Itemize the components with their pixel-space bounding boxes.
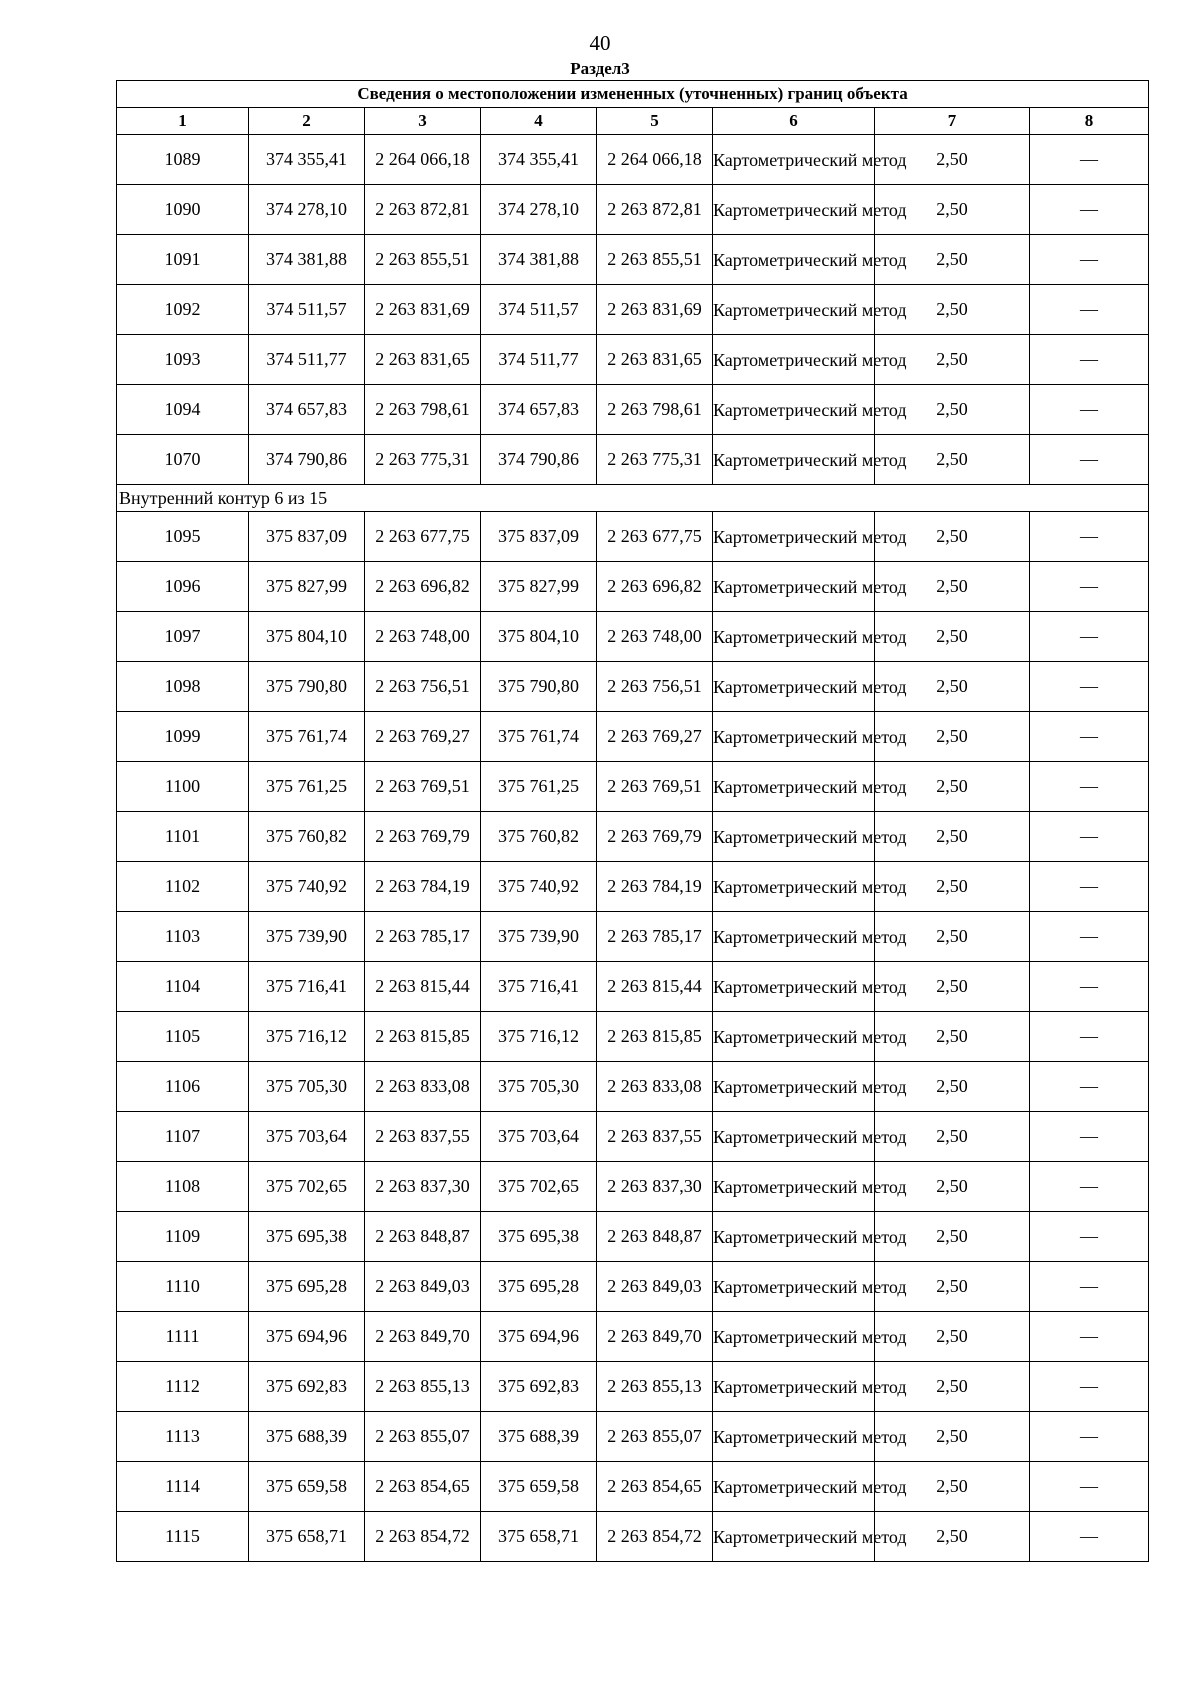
cell-x-new: 375 804,10 (481, 612, 597, 662)
cell-method: Картометрический метод (713, 285, 875, 335)
cell-point-number: 1113 (117, 1412, 249, 1462)
table-caption-row (117, 81, 1149, 108)
cell-accuracy: 2,50 (875, 612, 1030, 662)
cell-y-new: 2 263 677,75 (597, 512, 713, 562)
column-numbers-row (117, 108, 1149, 135)
table-row (117, 762, 1149, 812)
cell-x-existing: 374 381,88 (249, 235, 365, 285)
cell-point-number: 1108 (117, 1162, 249, 1212)
cell-description: — (1030, 762, 1149, 812)
cell-x-existing: 375 740,92 (249, 862, 365, 912)
cell-description: — (1030, 1212, 1149, 1262)
cell-accuracy: 2,50 (875, 385, 1030, 435)
cell-accuracy: 2,50 (875, 285, 1030, 335)
cell-y-existing: 2 263 837,55 (365, 1112, 481, 1162)
cell-x-new: 375 716,12 (481, 1012, 597, 1062)
cell-y-existing: 2 263 855,13 (365, 1362, 481, 1412)
column-number-8: 8 (1030, 108, 1149, 135)
cell-y-new: 2 263 696,82 (597, 562, 713, 612)
cell-point-number: 1110 (117, 1262, 249, 1312)
cell-accuracy: 2,50 (875, 1112, 1030, 1162)
cell-y-new: 2 263 855,07 (597, 1412, 713, 1462)
cell-method: Картометрический метод (713, 862, 875, 912)
cell-x-existing: 375 695,38 (249, 1212, 365, 1262)
cell-point-number: 1092 (117, 285, 249, 335)
cell-method: Картометрический метод (713, 512, 875, 562)
cell-description: — (1030, 135, 1149, 185)
table-row (117, 1312, 1149, 1362)
cell-x-existing: 375 705,30 (249, 1062, 365, 1112)
table-row (117, 712, 1149, 762)
cell-accuracy: 2,50 (875, 1362, 1030, 1412)
cell-method: Картометрический метод (713, 1212, 875, 1262)
cell-method: Картометрический метод (713, 235, 875, 285)
cell-accuracy: 2,50 (875, 862, 1030, 912)
column-number-7: 7 (875, 108, 1030, 135)
cell-x-existing: 374 511,57 (249, 285, 365, 335)
cell-point-number: 1115 (117, 1512, 249, 1562)
cell-description: — (1030, 235, 1149, 285)
cell-accuracy: 2,50 (875, 512, 1030, 562)
column-number-5: 5 (597, 108, 713, 135)
cell-accuracy: 2,50 (875, 912, 1030, 962)
cell-method: Картометрический метод (713, 335, 875, 385)
cell-y-new: 2 263 798,61 (597, 385, 713, 435)
column-number-2: 2 (249, 108, 365, 135)
cell-accuracy: 2,50 (875, 562, 1030, 612)
cell-x-existing: 375 703,64 (249, 1112, 365, 1162)
cell-x-new: 375 716,41 (481, 962, 597, 1012)
cell-y-existing: 2 263 769,27 (365, 712, 481, 762)
table-row (117, 812, 1149, 862)
cell-y-existing: 2 263 756,51 (365, 662, 481, 712)
cell-point-number: 1099 (117, 712, 249, 762)
cell-y-existing: 2 263 769,51 (365, 762, 481, 812)
cell-x-existing: 375 658,71 (249, 1512, 365, 1562)
cell-method: Картометрический метод (713, 712, 875, 762)
page-number: 40 (589, 31, 611, 55)
cell-point-number: 1070 (117, 435, 249, 485)
cell-x-new: 375 705,30 (481, 1062, 597, 1112)
cell-y-new: 2 263 854,65 (597, 1462, 713, 1512)
cell-description: — (1030, 562, 1149, 612)
table-row (117, 385, 1149, 435)
cell-accuracy: 2,50 (875, 185, 1030, 235)
cell-point-number: 1094 (117, 385, 249, 435)
cell-description: — (1030, 1062, 1149, 1112)
cell-x-existing: 375 702,65 (249, 1162, 365, 1212)
cell-point-number: 1100 (117, 762, 249, 812)
cell-method: Картометрический метод (713, 435, 875, 485)
column-number-3: 3 (365, 108, 481, 135)
cell-point-number: 1104 (117, 962, 249, 1012)
table-row (117, 1212, 1149, 1262)
cell-description: — (1030, 712, 1149, 762)
cell-y-new: 2 263 848,87 (597, 1212, 713, 1262)
cell-y-new: 2 263 815,44 (597, 962, 713, 1012)
cell-method: Картометрический метод (713, 612, 875, 662)
cell-y-new: 2 263 855,13 (597, 1362, 713, 1412)
cell-method: Картометрический метод (713, 762, 875, 812)
column-number-4: 4 (481, 108, 597, 135)
table-caption: Сведения о местоположении измененных (уточненных) границ объекта (117, 81, 1149, 108)
cell-method: Картометрический метод (713, 385, 875, 435)
cell-y-new: 2 263 815,85 (597, 1012, 713, 1062)
cell-x-new: 375 703,64 (481, 1112, 597, 1162)
cell-description: — (1030, 1462, 1149, 1512)
section-title: Раздел3 (570, 59, 630, 78)
cell-point-number: 1111 (117, 1312, 249, 1362)
cell-method: Картометрический метод (713, 185, 875, 235)
cell-description: — (1030, 1262, 1149, 1312)
cell-accuracy: 2,50 (875, 812, 1030, 862)
cell-x-new: 374 657,83 (481, 385, 597, 435)
cell-x-existing: 375 837,09 (249, 512, 365, 562)
cell-y-existing: 2 263 831,69 (365, 285, 481, 335)
cell-x-existing: 375 761,25 (249, 762, 365, 812)
cell-method: Картометрический метод (713, 1112, 875, 1162)
cell-accuracy: 2,50 (875, 762, 1030, 812)
cell-method: Картометрический метод (713, 1412, 875, 1462)
cell-accuracy: 2,50 (875, 1512, 1030, 1562)
cell-description: — (1030, 335, 1149, 385)
table-row (117, 862, 1149, 912)
cell-method: Картометрический метод (713, 1312, 875, 1362)
cell-description: — (1030, 962, 1149, 1012)
cell-accuracy: 2,50 (875, 1412, 1030, 1462)
cell-y-existing: 2 263 775,31 (365, 435, 481, 485)
table-body (117, 135, 1149, 1562)
table-row (117, 1112, 1149, 1162)
cell-point-number: 1101 (117, 812, 249, 862)
cell-method: Картометрический метод (713, 812, 875, 862)
cell-accuracy: 2,50 (875, 1012, 1030, 1062)
cell-x-new: 375 739,90 (481, 912, 597, 962)
cell-accuracy: 2,50 (875, 1462, 1030, 1512)
cell-x-existing: 374 278,10 (249, 185, 365, 235)
cell-x-existing: 375 695,28 (249, 1262, 365, 1312)
cell-x-new: 375 695,38 (481, 1212, 597, 1262)
cell-method: Картометрический метод (713, 1162, 875, 1212)
table-row (117, 185, 1149, 235)
cell-x-new: 375 760,82 (481, 812, 597, 862)
cell-y-existing: 2 263 855,51 (365, 235, 481, 285)
cell-y-existing: 2 263 769,79 (365, 812, 481, 862)
cell-description: — (1030, 862, 1149, 912)
cell-x-existing: 374 657,83 (249, 385, 365, 435)
cell-x-existing: 375 790,80 (249, 662, 365, 712)
cell-accuracy: 2,50 (875, 662, 1030, 712)
cell-y-existing: 2 264 066,18 (365, 135, 481, 185)
cell-description: — (1030, 912, 1149, 962)
cell-x-new: 374 790,86 (481, 435, 597, 485)
cell-y-existing: 2 263 849,03 (365, 1262, 481, 1312)
cell-y-existing: 2 263 748,00 (365, 612, 481, 662)
cell-accuracy: 2,50 (875, 962, 1030, 1012)
cell-description: — (1030, 385, 1149, 435)
cell-y-new: 2 263 769,79 (597, 812, 713, 862)
table-row (117, 512, 1149, 562)
cell-description: — (1030, 812, 1149, 862)
cell-y-existing: 2 263 815,44 (365, 962, 481, 1012)
cell-x-new: 374 355,41 (481, 135, 597, 185)
table-row (117, 1462, 1149, 1512)
cell-accuracy: 2,50 (875, 1212, 1030, 1262)
cell-x-existing: 375 716,12 (249, 1012, 365, 1062)
cell-description: — (1030, 612, 1149, 662)
cell-y-existing: 2 263 854,65 (365, 1462, 481, 1512)
cell-y-new: 2 263 775,31 (597, 435, 713, 485)
cell-x-new: 374 511,77 (481, 335, 597, 385)
cell-x-new: 375 659,58 (481, 1462, 597, 1512)
cell-accuracy: 2,50 (875, 435, 1030, 485)
table-row (117, 285, 1149, 335)
cell-point-number: 1091 (117, 235, 249, 285)
cell-x-new: 375 692,83 (481, 1362, 597, 1412)
cell-x-new: 375 740,92 (481, 862, 597, 912)
cell-x-existing: 375 694,96 (249, 1312, 365, 1362)
contour-label: Внутренний контур 6 из 15 (117, 485, 1149, 512)
cell-y-new: 2 263 849,03 (597, 1262, 713, 1312)
table-row (117, 912, 1149, 962)
cell-point-number: 1114 (117, 1462, 249, 1512)
cell-x-existing: 374 511,77 (249, 335, 365, 385)
cell-description: — (1030, 1362, 1149, 1412)
contour-label-row (117, 485, 1149, 512)
cell-description: — (1030, 185, 1149, 235)
cell-point-number: 1107 (117, 1112, 249, 1162)
cell-x-existing: 375 739,90 (249, 912, 365, 962)
cell-x-new: 375 790,80 (481, 662, 597, 712)
cell-x-existing: 375 804,10 (249, 612, 365, 662)
cell-x-existing: 374 355,41 (249, 135, 365, 185)
boundary-points-table (116, 80, 1149, 1562)
cell-x-new: 374 381,88 (481, 235, 597, 285)
table-row (117, 612, 1149, 662)
cell-y-new: 2 263 769,51 (597, 762, 713, 812)
cell-method: Картометрический метод (713, 1262, 875, 1312)
cell-y-new: 2 263 837,55 (597, 1112, 713, 1162)
cell-method: Картометрический метод (713, 962, 875, 1012)
cell-y-existing: 2 263 784,19 (365, 862, 481, 912)
cell-x-new: 375 761,74 (481, 712, 597, 762)
cell-y-existing: 2 263 854,72 (365, 1512, 481, 1562)
cell-y-existing: 2 263 798,61 (365, 385, 481, 435)
cell-method: Картометрический метод (713, 1062, 875, 1112)
cell-x-new: 375 702,65 (481, 1162, 597, 1212)
cell-method: Картометрический метод (713, 1012, 875, 1062)
cell-description: — (1030, 1112, 1149, 1162)
cell-x-existing: 375 692,83 (249, 1362, 365, 1412)
cell-x-new: 375 761,25 (481, 762, 597, 812)
table-row (117, 1062, 1149, 1112)
cell-method: Картометрический метод (713, 1462, 875, 1512)
cell-x-new: 374 278,10 (481, 185, 597, 235)
cell-method: Картометрический метод (713, 562, 875, 612)
cell-x-new: 375 658,71 (481, 1512, 597, 1562)
cell-accuracy: 2,50 (875, 1162, 1030, 1212)
cell-description: — (1030, 1412, 1149, 1462)
table-row (117, 235, 1149, 285)
cell-y-existing: 2 263 855,07 (365, 1412, 481, 1462)
cell-point-number: 1098 (117, 662, 249, 712)
cell-x-new: 375 695,28 (481, 1262, 597, 1312)
cell-accuracy: 2,50 (875, 1262, 1030, 1312)
cell-x-existing: 374 790,86 (249, 435, 365, 485)
cell-y-existing: 2 263 848,87 (365, 1212, 481, 1262)
cell-y-existing: 2 263 849,70 (365, 1312, 481, 1362)
cell-y-existing: 2 263 677,75 (365, 512, 481, 562)
table-row (117, 562, 1149, 612)
cell-point-number: 1102 (117, 862, 249, 912)
cell-y-new: 2 263 831,69 (597, 285, 713, 335)
cell-method: Картометрический метод (713, 662, 875, 712)
cell-method: Картометрический метод (713, 1512, 875, 1562)
cell-y-existing: 2 263 831,65 (365, 335, 481, 385)
cell-y-new: 2 263 837,30 (597, 1162, 713, 1212)
table-row (117, 135, 1149, 185)
cell-accuracy: 2,50 (875, 712, 1030, 762)
cell-x-new: 375 694,96 (481, 1312, 597, 1362)
cell-method: Картометрический метод (713, 912, 875, 962)
cell-y-new: 2 264 066,18 (597, 135, 713, 185)
cell-y-new: 2 263 855,51 (597, 235, 713, 285)
cell-x-existing: 375 716,41 (249, 962, 365, 1012)
cell-point-number: 1089 (117, 135, 249, 185)
cell-x-existing: 375 761,74 (249, 712, 365, 762)
table-row (117, 662, 1149, 712)
cell-point-number: 1096 (117, 562, 249, 612)
cell-description: — (1030, 512, 1149, 562)
cell-x-existing: 375 760,82 (249, 812, 365, 862)
cell-point-number: 1109 (117, 1212, 249, 1262)
cell-x-existing: 375 827,99 (249, 562, 365, 612)
cell-point-number: 1093 (117, 335, 249, 385)
cell-description: — (1030, 662, 1149, 712)
cell-y-new: 2 263 769,27 (597, 712, 713, 762)
cell-y-new: 2 263 854,72 (597, 1512, 713, 1562)
cell-y-existing: 2 263 785,17 (365, 912, 481, 962)
cell-y-existing: 2 263 833,08 (365, 1062, 481, 1112)
cell-accuracy: 2,50 (875, 1312, 1030, 1362)
cell-description: — (1030, 435, 1149, 485)
table-row (117, 1012, 1149, 1062)
cell-point-number: 1112 (117, 1362, 249, 1412)
table-row (117, 1162, 1149, 1212)
cell-description: — (1030, 1512, 1149, 1562)
cell-point-number: 1103 (117, 912, 249, 962)
cell-y-existing: 2 263 696,82 (365, 562, 481, 612)
table-row (117, 1412, 1149, 1462)
table-row (117, 1362, 1149, 1412)
column-number-1: 1 (117, 108, 249, 135)
cell-point-number: 1106 (117, 1062, 249, 1112)
cell-accuracy: 2,50 (875, 335, 1030, 385)
table-row (117, 435, 1149, 485)
table-row (117, 1262, 1149, 1312)
cell-point-number: 1105 (117, 1012, 249, 1062)
cell-description: — (1030, 1012, 1149, 1062)
cell-y-new: 2 263 849,70 (597, 1312, 713, 1362)
cell-point-number: 1090 (117, 185, 249, 235)
cell-accuracy: 2,50 (875, 1062, 1030, 1112)
cell-x-new: 375 688,39 (481, 1412, 597, 1462)
cell-point-number: 1095 (117, 512, 249, 562)
table-row (117, 1512, 1149, 1562)
cell-point-number: 1097 (117, 612, 249, 662)
cell-y-new: 2 263 831,65 (597, 335, 713, 385)
cell-description: — (1030, 1162, 1149, 1212)
cell-y-new: 2 263 833,08 (597, 1062, 713, 1112)
cell-y-new: 2 263 756,51 (597, 662, 713, 712)
cell-x-existing: 375 688,39 (249, 1412, 365, 1462)
cell-y-new: 2 263 748,00 (597, 612, 713, 662)
table-row (117, 335, 1149, 385)
cell-method: Картометрический метод (713, 135, 875, 185)
cell-y-new: 2 263 785,17 (597, 912, 713, 962)
cell-y-existing: 2 263 815,85 (365, 1012, 481, 1062)
cell-y-existing: 2 263 837,30 (365, 1162, 481, 1212)
cell-x-new: 375 827,99 (481, 562, 597, 612)
cell-x-new: 374 511,57 (481, 285, 597, 335)
cell-accuracy: 2,50 (875, 135, 1030, 185)
cell-y-existing: 2 263 872,81 (365, 185, 481, 235)
cell-y-new: 2 263 784,19 (597, 862, 713, 912)
cell-accuracy: 2,50 (875, 235, 1030, 285)
column-number-6: 6 (713, 108, 875, 135)
table-row (117, 962, 1149, 1012)
cell-method: Картометрический метод (713, 1362, 875, 1412)
cell-y-new: 2 263 872,81 (597, 185, 713, 235)
cell-description: — (1030, 1312, 1149, 1362)
cell-x-new: 375 837,09 (481, 512, 597, 562)
cell-x-existing: 375 659,58 (249, 1462, 365, 1512)
cell-description: — (1030, 285, 1149, 335)
